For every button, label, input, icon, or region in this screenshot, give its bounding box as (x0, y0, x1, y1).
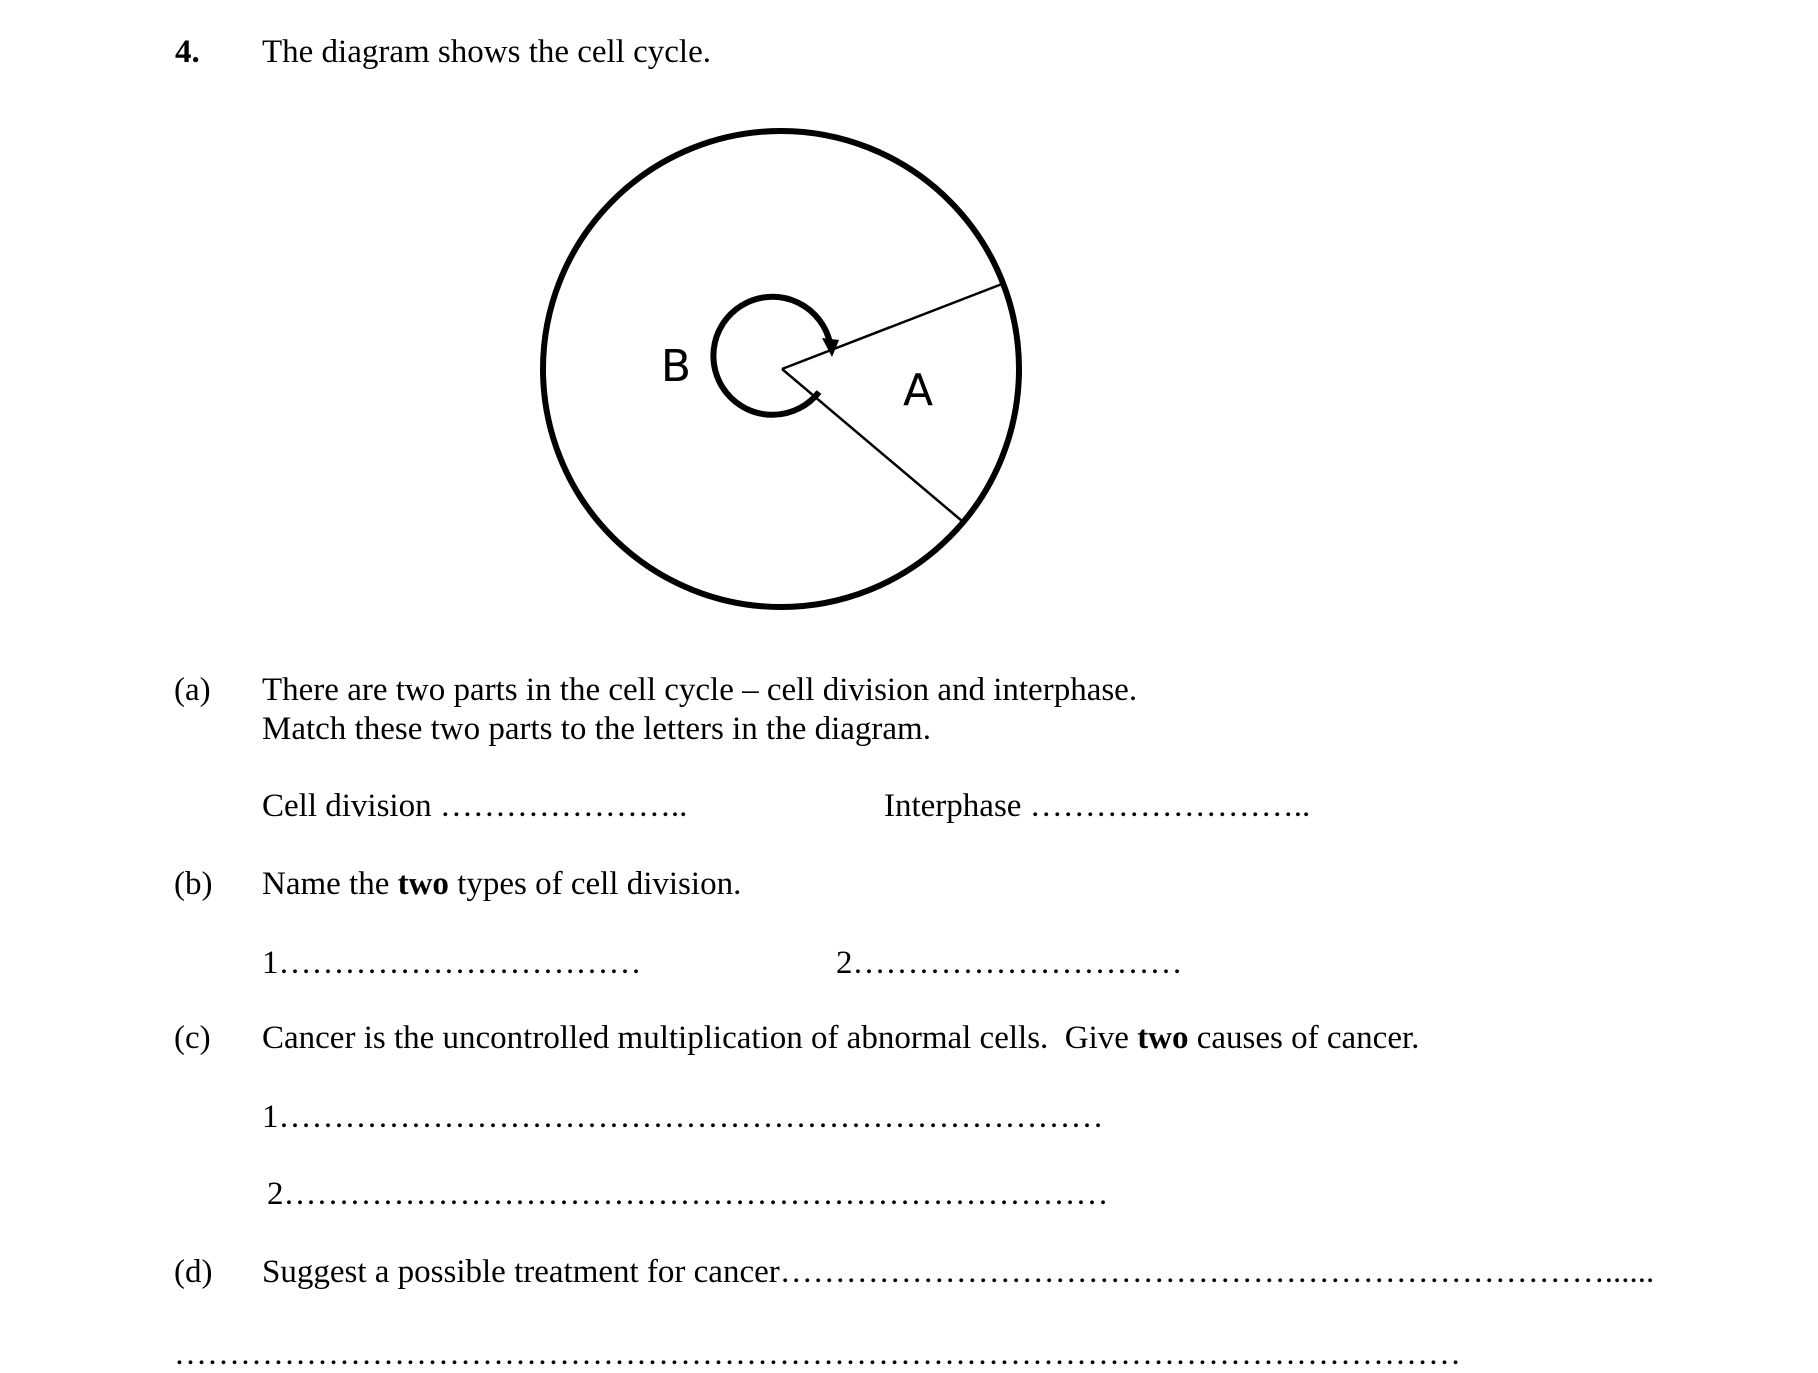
label-a: A (902, 365, 934, 416)
part-c-answer-1[interactable] (262, 1101, 1104, 1134)
part-b-question (262, 868, 741, 901)
interphase-answer[interactable] (884, 790, 1310, 823)
interphase-blank[interactable]: …………………….. (1029, 788, 1311, 824)
answer-blank[interactable]: ……………………………………………………………………………………………………… (174, 1336, 1461, 1372)
part-b-answer-1[interactable] (262, 947, 642, 980)
cell-cycle-circle (543, 131, 1019, 607)
part-b-emphasis: two (397, 866, 449, 902)
part-d-question[interactable] (262, 1256, 1654, 1289)
answer-number: 1 (262, 945, 279, 981)
answer-blank[interactable]: ………………………… (852, 945, 1183, 981)
part-d-text: Suggest a possible treatment for cancer (262, 1254, 780, 1290)
part-c-answer-2[interactable] (267, 1178, 1109, 1211)
answer-number: 2 (267, 1176, 284, 1212)
part-a-label: (a) (174, 672, 211, 708)
answer-number: 1 (262, 1099, 279, 1135)
answer-blank[interactable]: …………………………… (278, 945, 642, 981)
question-number: 4. (175, 34, 200, 70)
sector-a-upper-line (782, 284, 1002, 369)
label-b: B (660, 341, 692, 392)
part-b-text-end: types of cell division. (448, 866, 742, 902)
cell-division-answer[interactable] (262, 790, 687, 823)
part-b-text: Name the (262, 866, 398, 902)
rotation-arrow-icon (713, 297, 830, 415)
part-c-text-end: causes of cancer. (1188, 1020, 1420, 1056)
answer-blank[interactable]: …………………………………………………………………...... (779, 1254, 1655, 1290)
part-c-text: Cancer is the uncontrolled multiplication of abnormal cells. Give (262, 1020, 1138, 1056)
part-c-label: (c) (174, 1020, 211, 1056)
part-b-label: (b) (174, 866, 213, 902)
cell-division-label: Cell division (262, 788, 432, 824)
part-b-answer-2[interactable] (836, 947, 1183, 980)
part-a-line1: There are two parts in the cell cycle – cell division and interphase. (262, 672, 1138, 708)
answer-number: 2 (836, 945, 853, 981)
cell-division-blank[interactable]: ………………….. (439, 788, 688, 824)
part-d-label: (d) (174, 1254, 213, 1290)
interphase-label: Interphase (884, 788, 1022, 824)
part-a-line2: Match these two parts to the letters in the diagram. (262, 711, 931, 747)
answer-blank[interactable]: ………………………………………………………………… (278, 1099, 1104, 1135)
question-intro: The diagram shows the cell cycle. (262, 34, 711, 70)
answer-blank[interactable]: ………………………………………………………………… (283, 1176, 1109, 1212)
sector-a-lower-line (782, 369, 962, 521)
cell-cycle-diagram (530, 120, 1030, 620)
part-c-question (262, 1022, 1419, 1055)
part-c-emphasis: two (1137, 1020, 1189, 1056)
part-d-answer-line-2[interactable] (174, 1338, 1461, 1371)
